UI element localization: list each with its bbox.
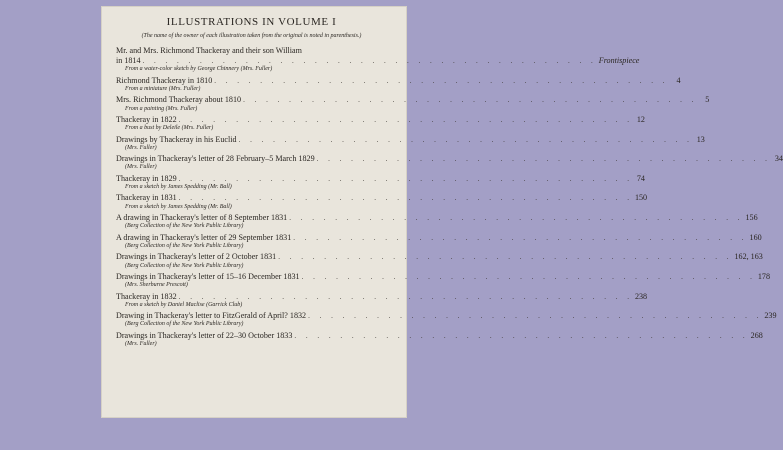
leader-dots: . . . . . . . . . . . . . . . . . . . . . . . . . . . . . . . . . . . . . . . . [308,312,763,321]
list-item [116,115,645,133]
entry-title: A drawing in Thackeray's letter of 8 September 1831 [116,213,288,223]
page-number: 13 [696,134,705,144]
leader-dots: . . . . . . . . . . . . . . . . . . . . . . . . . . . . . . . . . . . . . . . . [294,331,749,340]
leader-dots: . . . . . . . . . . . . . . . . . . . . . . . . . . . . . . . . . . . . . . . . [178,194,633,203]
entry-title: Drawing in Thackeray's letter to FitzGerald of April? 1832 [116,311,307,321]
list-item [116,291,648,310]
list-item [116,154,783,172]
entry-line [116,330,763,341]
page-number: 5 [705,95,710,105]
entry-line [116,56,640,66]
page-number: 34 [774,154,783,164]
leader-dots: . . . . . . . . . . . . . . . . . . . . . . . . . . . . . . . . . . . . . . . . [293,233,748,242]
entry-title: in 1814 [116,56,141,66]
list-item [116,173,645,192]
entry-title: Thackeray in 1822 [116,115,177,125]
entry-line [116,291,648,302]
leader-dots: . . . . . . . . . . . . . . . . . . . . . . . . . . . . . . . . . . . . . . . . [316,155,771,164]
entry-title: Richmond Thackeray in 1810 [116,75,213,85]
page-number: 156 [745,213,758,223]
leader-dots: . . . . . . . . . . . . . . . . . . . . . . . . . . . . . . . . . . . . . . . . [142,57,597,66]
page-title: ILLUSTRATIONS IN VOLUME I [166,16,337,28]
entry-line [116,271,770,282]
entry-source: From a sketch by James Spedding (Mr. Ball) [125,203,232,210]
entry-title: Thackeray in 1829 [116,173,177,183]
leader-dots: . . . . . . . . . . . . . . . . . . . . . . . . . . . . . . . . . . . . . . . . [178,174,633,183]
entry-line [116,232,762,243]
entry-source: From a bust by Deleile (Mrs. Fuller) [125,125,214,132]
entry-source: (Berg Collection of the New York Public Library) [125,223,244,230]
leader-dots: . . . . . . . . . . . . . . . . . . . . . . . . . . . . . . . . . . . . . . . . [278,253,733,262]
entry-source: (Berg Collection of the New York Public Library) [125,242,244,249]
page-number: 178 [757,271,770,281]
page-number: Frontispiece [598,56,640,66]
entry-line [116,115,645,125]
leader-dots: . . . . . . . . . . . . . . . . . . . . . . . . . . . . . . . . . . . . . . . . [301,272,756,281]
entry-line [116,252,763,262]
page-number: 238 [634,291,648,301]
entry-title: Drawings in Thackeray's letter of 2 October 1831 [116,252,277,262]
list-item [116,271,770,290]
entry-title: Thackeray in 1832 [116,291,177,301]
entry-title: Thackeray in 1831 [116,193,177,203]
entry-source: (Mrs. Fuller) [125,144,157,151]
page-number: 74 [636,173,645,183]
leader-dots: . . . . . . . . . . . . . . . . . . . . . . . . . . . . . . . . . . . . . . . . [289,214,744,223]
page-number: 4 [676,75,681,85]
entry-source: From a water-color sketch by George Chinnery (Mrs. Fuller) [125,66,273,73]
list-item [116,193,648,211]
entry-line [116,95,710,105]
list-item [116,252,763,270]
entry-line [116,311,777,321]
leader-dots: . . . . . . . . . . . . . . . . . . . . . . . . . . . . . . . . . . . . . . . . [178,292,633,301]
list-item [116,46,640,74]
entry-line [116,75,681,86]
entry-title: Drawings in Thackeray's letter of 28 February–5 March 1829 [116,154,315,164]
list-item [116,213,758,231]
list-item [116,311,777,329]
list-item [116,232,762,251]
entry-source: From a sketch by Daniel Maclise (Garrick Club) [125,301,243,308]
list-item [116,75,681,94]
entry-title: Drawings in Thackeray's letter of 15–16 December 1831 [116,271,300,281]
entry-source: From a sketch by James Spedding (Mr. Ball) [125,184,232,191]
entry-line [116,193,648,203]
entry-source: (Mrs. Sherburne Prescott) [125,282,188,289]
entry-line [116,173,645,184]
page-number: 162, 163 [734,252,763,262]
illustrations-list [116,46,783,348]
entry-source: (Berg Collection of the New York Public Library) [125,262,244,269]
entry-source: (Berg Collection of the New York Public Library) [125,321,244,328]
leader-dots: . . . . . . . . . . . . . . . . . . . . . . . . . . . . . . . . . . . . . . . . [178,116,633,125]
entry-title: Mrs. Richmond Thackeray about 1810 [116,95,242,105]
page-number: 268 [750,330,763,340]
entry-source: (Mrs. Fuller) [125,164,157,171]
list-item [116,134,705,153]
entry-line [116,154,783,164]
list-item [116,95,710,113]
entry-title: A drawing in Thackeray's letter of 29 September 1831 [116,232,292,242]
entry-line [116,213,758,223]
entry-source: (Mrs. Fuller) [125,340,157,347]
book-page [101,6,783,418]
leader-dots: . . . . . . . . . . . . . . . . . . . . . . . . . . . . . . . . . . . . . . . . [243,96,698,105]
entry-title: Drawings by Thackeray in his Euclid [116,134,237,144]
entry-line [116,134,705,145]
editorial-note: (The name of the owner of each illustration taken from the original is noted in parenthesis.) [141,33,362,39]
page-number: 239 [764,311,777,321]
page-number: 12 [636,115,645,125]
leader-dots: . . . . . . . . . . . . . . . . . . . . . . . . . . . . . . . . . . . . . . . . [238,135,693,144]
page-number: 150 [634,193,648,203]
entry-title-first-line: Mr. and Mrs. Richmond Thackeray and their son William [116,46,302,55]
leader-dots: . . . . . . . . . . . . . . . . . . . . . . . . . . . . . . . . . . . . . . . . [214,76,669,85]
entry-source: From a miniature (Mrs. Fuller) [125,86,201,93]
list-item [116,330,763,349]
entry-source: From a painting (Mrs. Fuller) [125,105,198,112]
page-number: 160 [749,232,762,242]
entry-title: Drawings in Thackeray's letter of 22–30 October 1833 [116,330,293,340]
